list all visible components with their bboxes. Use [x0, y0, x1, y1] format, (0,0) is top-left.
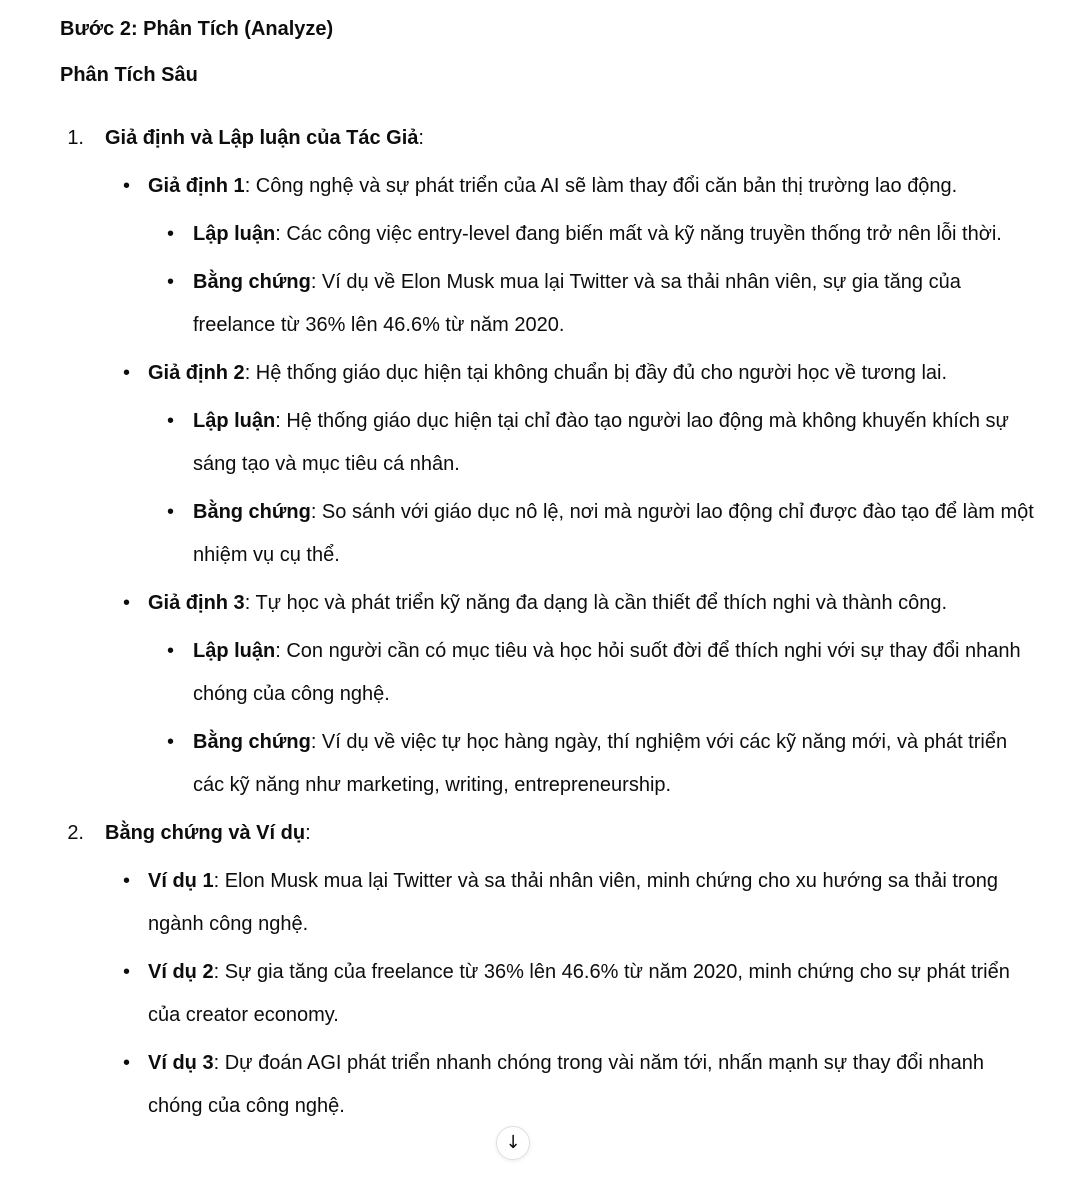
item-label: Giả định và Lập luận của Tác Giả — [105, 127, 419, 149]
item-text: : Dự đoán AGI phát triển nhanh chóng trong vài năm tới, nhấn mạnh sự thay đổi nhanh chóng của công nghệ. — [148, 1052, 984, 1117]
item-label: Lập luận — [193, 410, 276, 432]
item-text: : Elon Musk mua lại Twitter và sa thải nhân viên, minh chứng cho xu hướng sa thải trong ngành công nghệ. — [148, 870, 998, 935]
list-number: 1. — [67, 127, 84, 149]
bullet-list-item — [60, 630, 1040, 716]
item-label: Ví dụ 3 — [148, 1052, 214, 1074]
item-label: Lập luận — [193, 640, 276, 662]
bullet-icon: • — [123, 175, 131, 197]
arrow-down-icon: ↓ — [505, 1132, 521, 1153]
numbered-list-item — [60, 117, 1040, 160]
heading-subtitle: Phân Tích Sâu — [60, 64, 198, 86]
bullet-list-item — [60, 951, 1040, 1037]
item-label: Bằng chứng và Ví dụ — [105, 822, 306, 844]
analysis-list — [60, 117, 1040, 1128]
item-text: : Công nghệ và sự phát triển của AI sẽ làm thay đổi căn bản thị trường lao động. — [244, 175, 958, 197]
item-label: Giả định 1 — [148, 175, 245, 197]
bullet-icon: • — [167, 731, 175, 753]
item-label: Bằng chứng — [193, 731, 311, 753]
bullet-list-item — [60, 400, 1040, 486]
heading-step: Bước 2: Phân Tích (Analyze) — [60, 18, 334, 40]
scroll-to-bottom-button[interactable] — [496, 1126, 530, 1160]
item-text: : Ví dụ về Elon Musk mua lại Twitter và sa thải nhân viên, sự gia tăng của freelance từ 36% lên 46.6% từ năm 2020. — [193, 271, 961, 336]
item-text: : Ví dụ về việc tự học hàng ngày, thí nghiệm với các kỹ năng mới, và phát triển các kỹ năng như marketing, writing, entrepreneurship. — [193, 731, 1008, 796]
bullet-icon: • — [123, 961, 131, 983]
bullet-icon: • — [123, 870, 131, 892]
bullet-list-item — [60, 261, 1040, 347]
bullet-icon: • — [123, 362, 131, 384]
bullet-icon: • — [167, 410, 175, 432]
bullet-list-item — [60, 213, 1040, 256]
bullet-list-item — [60, 491, 1040, 577]
item-text: : Hệ thống giáo dục hiện tại chỉ đào tạo người lao động mà không khuyến khích sự sáng tạo và mục tiêu cá nhân. — [193, 410, 1009, 475]
item-text: : Tự học và phát triển kỹ năng đa dạng là cần thiết để thích nghi và thành công. — [244, 592, 948, 614]
bullet-list-item — [60, 860, 1040, 946]
item-label: Lập luận — [193, 223, 276, 245]
item-label: Ví dụ 2 — [148, 961, 214, 983]
item-text: : — [305, 822, 311, 844]
item-label: Bằng chứng — [193, 501, 311, 523]
item-label: Bằng chứng — [193, 271, 311, 293]
assistant-message — [60, 15, 1040, 1133]
item-text: : Hệ thống giáo dục hiện tại không chuẩn bị đầy đủ cho người học về tương lai. — [244, 362, 948, 384]
bullet-list-item — [60, 165, 1040, 208]
item-text: : Con người cần có mục tiêu và học hỏi suốt đời để thích nghi với sự thay đổi nhanh chóng của công nghệ. — [193, 640, 1021, 705]
bullet-icon: • — [167, 223, 175, 245]
bullet-list-item — [60, 721, 1040, 807]
bullet-list-item — [60, 582, 1040, 625]
item-text: : Sự gia tăng của freelance từ 36% lên 46.6% từ năm 2020, minh chứng cho sự phát triển của creator economy. — [148, 961, 1010, 1026]
bullet-list-item — [60, 352, 1040, 395]
bullet-icon: • — [123, 592, 131, 614]
bullet-icon: • — [123, 1052, 131, 1074]
item-label: Giả định 2 — [148, 362, 245, 384]
numbered-list-item — [60, 812, 1040, 855]
item-text: : Các công việc entry-level đang biến mất và kỹ năng truyền thống trở nên lỗi thời. — [275, 223, 1002, 245]
bullet-icon: • — [167, 640, 175, 662]
item-label: Giả định 3 — [148, 592, 245, 614]
bullet-icon: • — [167, 271, 175, 293]
item-label: Ví dụ 1 — [148, 870, 214, 892]
bullet-icon: • — [167, 501, 175, 523]
list-number: 2. — [67, 822, 84, 844]
item-text: : — [418, 127, 424, 149]
bullet-list-item — [60, 1042, 1040, 1128]
item-text: : So sánh với giáo dục nô lệ, nơi mà người lao động chỉ được đào tạo để làm một nhiệm vụ cụ thể. — [193, 501, 1034, 566]
